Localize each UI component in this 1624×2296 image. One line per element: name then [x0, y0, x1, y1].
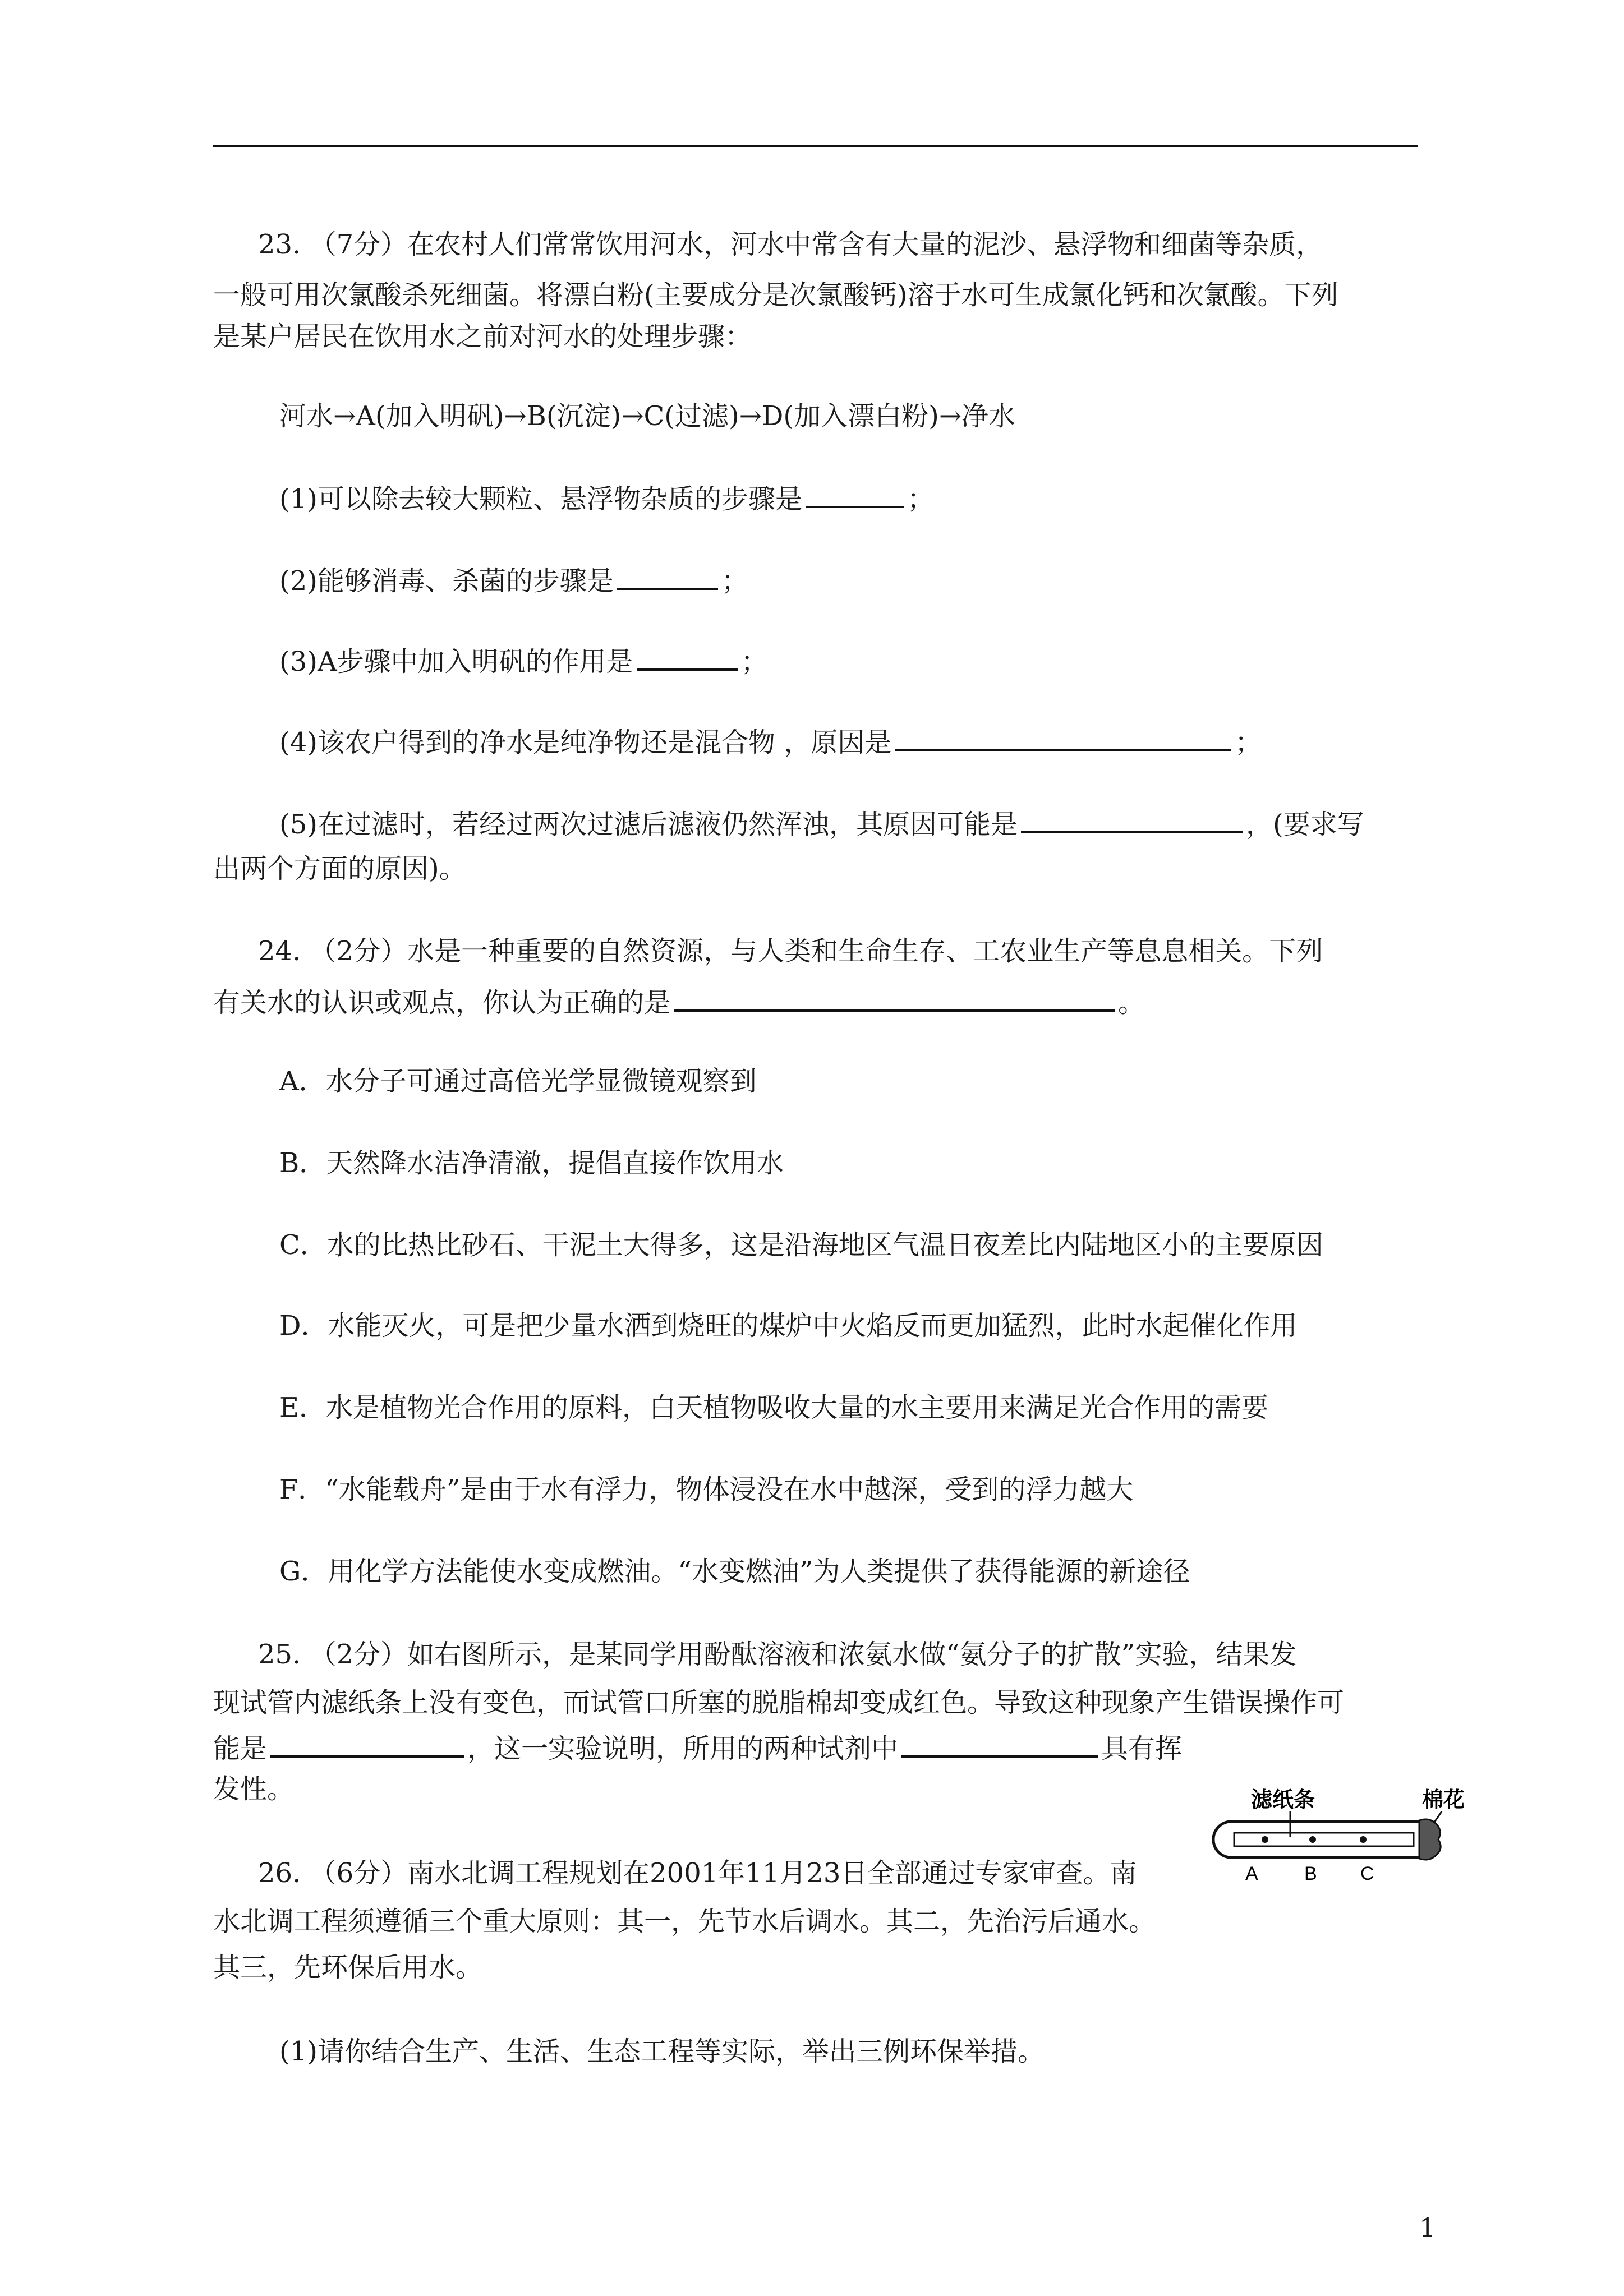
q24-option-f: F．“水能载舟”是由于水有浮力，物体浸没在水中越深，受到的浮力越大 — [279, 1474, 1134, 1505]
q26-line-3: 其三，先环保后用水。 — [213, 1952, 483, 1983]
q24-line-1: 24. （2分）水是一种重要的自然资源，与人类和生命生存、工农业生产等息息相关。下列 — [258, 935, 1323, 967]
point-a-dot — [1262, 1836, 1268, 1843]
q24-option-g: G．用化学方法能使水变成燃油。“水变燃油”为人类提供了获得能源的新途径 — [279, 1556, 1190, 1587]
test-tube-figure — [1206, 1783, 1470, 1882]
q24-line-2 — [213, 987, 1145, 1016]
q24-option-a: A．水分子可通过高倍光学显微镜观察到 — [279, 1066, 757, 1097]
q23-sub-2-text: (2)能够消毒、杀菌的步骤是 — [279, 565, 614, 597]
header-rule — [213, 145, 1418, 147]
q24-option-c: C．水的比热比砂石、干泥土大得多，这是沿海地区气温日夜差比内陆地区小的主要原因 — [279, 1229, 1323, 1261]
q25-line-3-c: 具有挥 — [1101, 1733, 1183, 1764]
q25-line-3-b: ，这一实验说明，所用的两种试剂中 — [467, 1733, 899, 1764]
q23-sub-3-end: ； — [740, 646, 768, 677]
q23-sub-5-text: (5)在过滤时，若经过两次过滤后滤液仍然浑浊，其原因可能是 — [279, 809, 1018, 840]
q23-line-2: 一般可用次氯酸杀死细菌。将漂白粉(主要成分是次氯酸钙)溶于水可生成氯化钙和次氯酸。下列 — [213, 279, 1338, 311]
q25-line-3 — [213, 1733, 1182, 1762]
answer-blank[interactable] — [895, 727, 1231, 751]
test-tube-outline — [1213, 1822, 1430, 1857]
label-a: A — [1245, 1863, 1258, 1882]
answer-blank[interactable] — [674, 987, 1115, 1012]
answer-blank[interactable] — [270, 1733, 464, 1758]
q23-sub-5 — [279, 809, 1364, 838]
q23-sub-2-end: ； — [721, 565, 749, 597]
q26-sub-1: (1)请你结合生产、生活、生态工程等实际，举出三例环保举措。 — [279, 2036, 1045, 2067]
cotton-plug — [1419, 1819, 1441, 1860]
q23-line-3: 是某户居民在饮用水之前对河水的处理步骤： — [213, 321, 752, 352]
q25-line-2: 现试管内滤纸条上没有变色，而试管口所塞的脱脂棉却变成红色。导致这种现象产生错误操作可 — [213, 1687, 1345, 1718]
q24-line-2-end: 。 — [1118, 987, 1145, 1018]
q23-sub-4-text: (4)该农户得到的净水是纯净物还是混合物 ，原因是 — [279, 727, 892, 758]
q23-sub-3-text: (3)A步骤中加入明矾的作用是 — [279, 646, 633, 677]
q24-option-b: B．天然降水洁净清澈，提倡直接作饮用水 — [279, 1147, 784, 1179]
q23-sub-2 — [279, 565, 749, 597]
answer-blank[interactable] — [637, 646, 738, 671]
answer-blank[interactable] — [806, 483, 904, 508]
q26-line-1: 26. （6分）南水北调工程规划在2001年11月23日全部通过专家审查。南 — [258, 1857, 1137, 1889]
label-filter-paper: 滤纸条 — [1251, 1788, 1315, 1812]
page-number: 1 — [1419, 2212, 1436, 2243]
q23-sub-1-end: ； — [907, 483, 935, 515]
q23-sub-1-text: (1)可以除去较大颗粒、悬浮物杂质的步骤是 — [279, 483, 802, 515]
q23-sub-5-end: ，(要求写 — [1246, 809, 1364, 840]
q23-sub-4-end: ； — [1235, 727, 1262, 758]
answer-blank[interactable] — [901, 1733, 1098, 1758]
q25-line-3-a: 能是 — [213, 1733, 268, 1764]
q23-process: 河水→A(加入明矾)→B(沉淀)→C(过滤)→D(加入漂白粉)→净水 — [279, 400, 1016, 432]
q24-option-e: E．水是植物光合作用的原料，白天植物吸收大量的水主要用来满足光合作用的需要 — [279, 1392, 1269, 1423]
q24-option-d: D．水能灭火，可是把少量水洒到烧旺的煤炉中火焰反而更加猛烈，此时水起催化作用 — [279, 1310, 1298, 1341]
test-tube-diagram — [1206, 1783, 1470, 1882]
q23-sub-4 — [279, 727, 1262, 756]
label-cotton: 棉花 — [1422, 1788, 1465, 1812]
q25-line-4: 发性。 — [213, 1773, 295, 1805]
q25-line-1: 25. （2分）如右图所示，是某同学用酚酞溶液和浓氨水做“氨分子的扩散”实验，结果发 — [258, 1639, 1297, 1670]
point-c-dot — [1360, 1836, 1367, 1843]
label-c: C — [1360, 1863, 1374, 1882]
label-b: B — [1304, 1863, 1317, 1882]
q26-line-2: 水北调工程须遵循三个重大原则：其一，先节水后调水。其二，先治污后通水。 — [213, 1906, 1156, 1937]
q23-sub-5-line-2: 出两个方面的原因)。 — [213, 853, 466, 884]
q23-sub-1 — [279, 483, 934, 513]
q23-line-1: 23. （7分）在农村人们常常饮用河水，河水中常含有大量的泥沙、悬浮物和细菌等杂质， — [258, 229, 1323, 260]
point-b-dot — [1309, 1836, 1316, 1843]
answer-blank[interactable] — [617, 565, 718, 590]
answer-blank[interactable] — [1021, 809, 1243, 833]
q23-sub-3 — [279, 646, 768, 675]
q24-line-2-text: 有关水的认识或观点，你认为正确的是 — [213, 987, 671, 1018]
filter-paper-strip — [1234, 1833, 1414, 1846]
